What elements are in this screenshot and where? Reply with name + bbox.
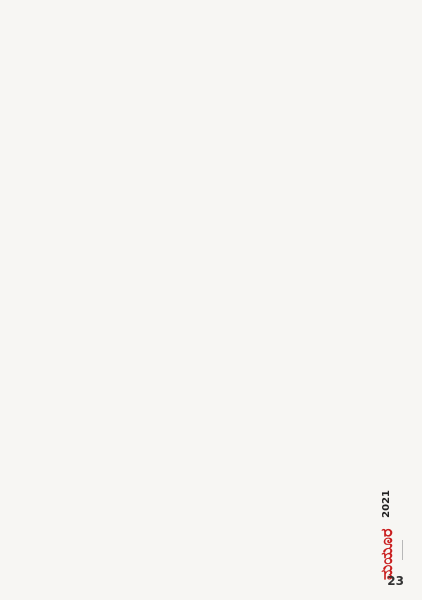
article-body bbox=[43, 31, 372, 531]
issue-year: 2021 bbox=[381, 490, 392, 518]
issue-side-label-rotator bbox=[373, 490, 401, 580]
magazine-name: ಮಯೂರ bbox=[377, 528, 396, 580]
page-divider bbox=[402, 540, 403, 560]
issue-side-label bbox=[373, 490, 401, 580]
page-number: 23 bbox=[387, 574, 404, 588]
